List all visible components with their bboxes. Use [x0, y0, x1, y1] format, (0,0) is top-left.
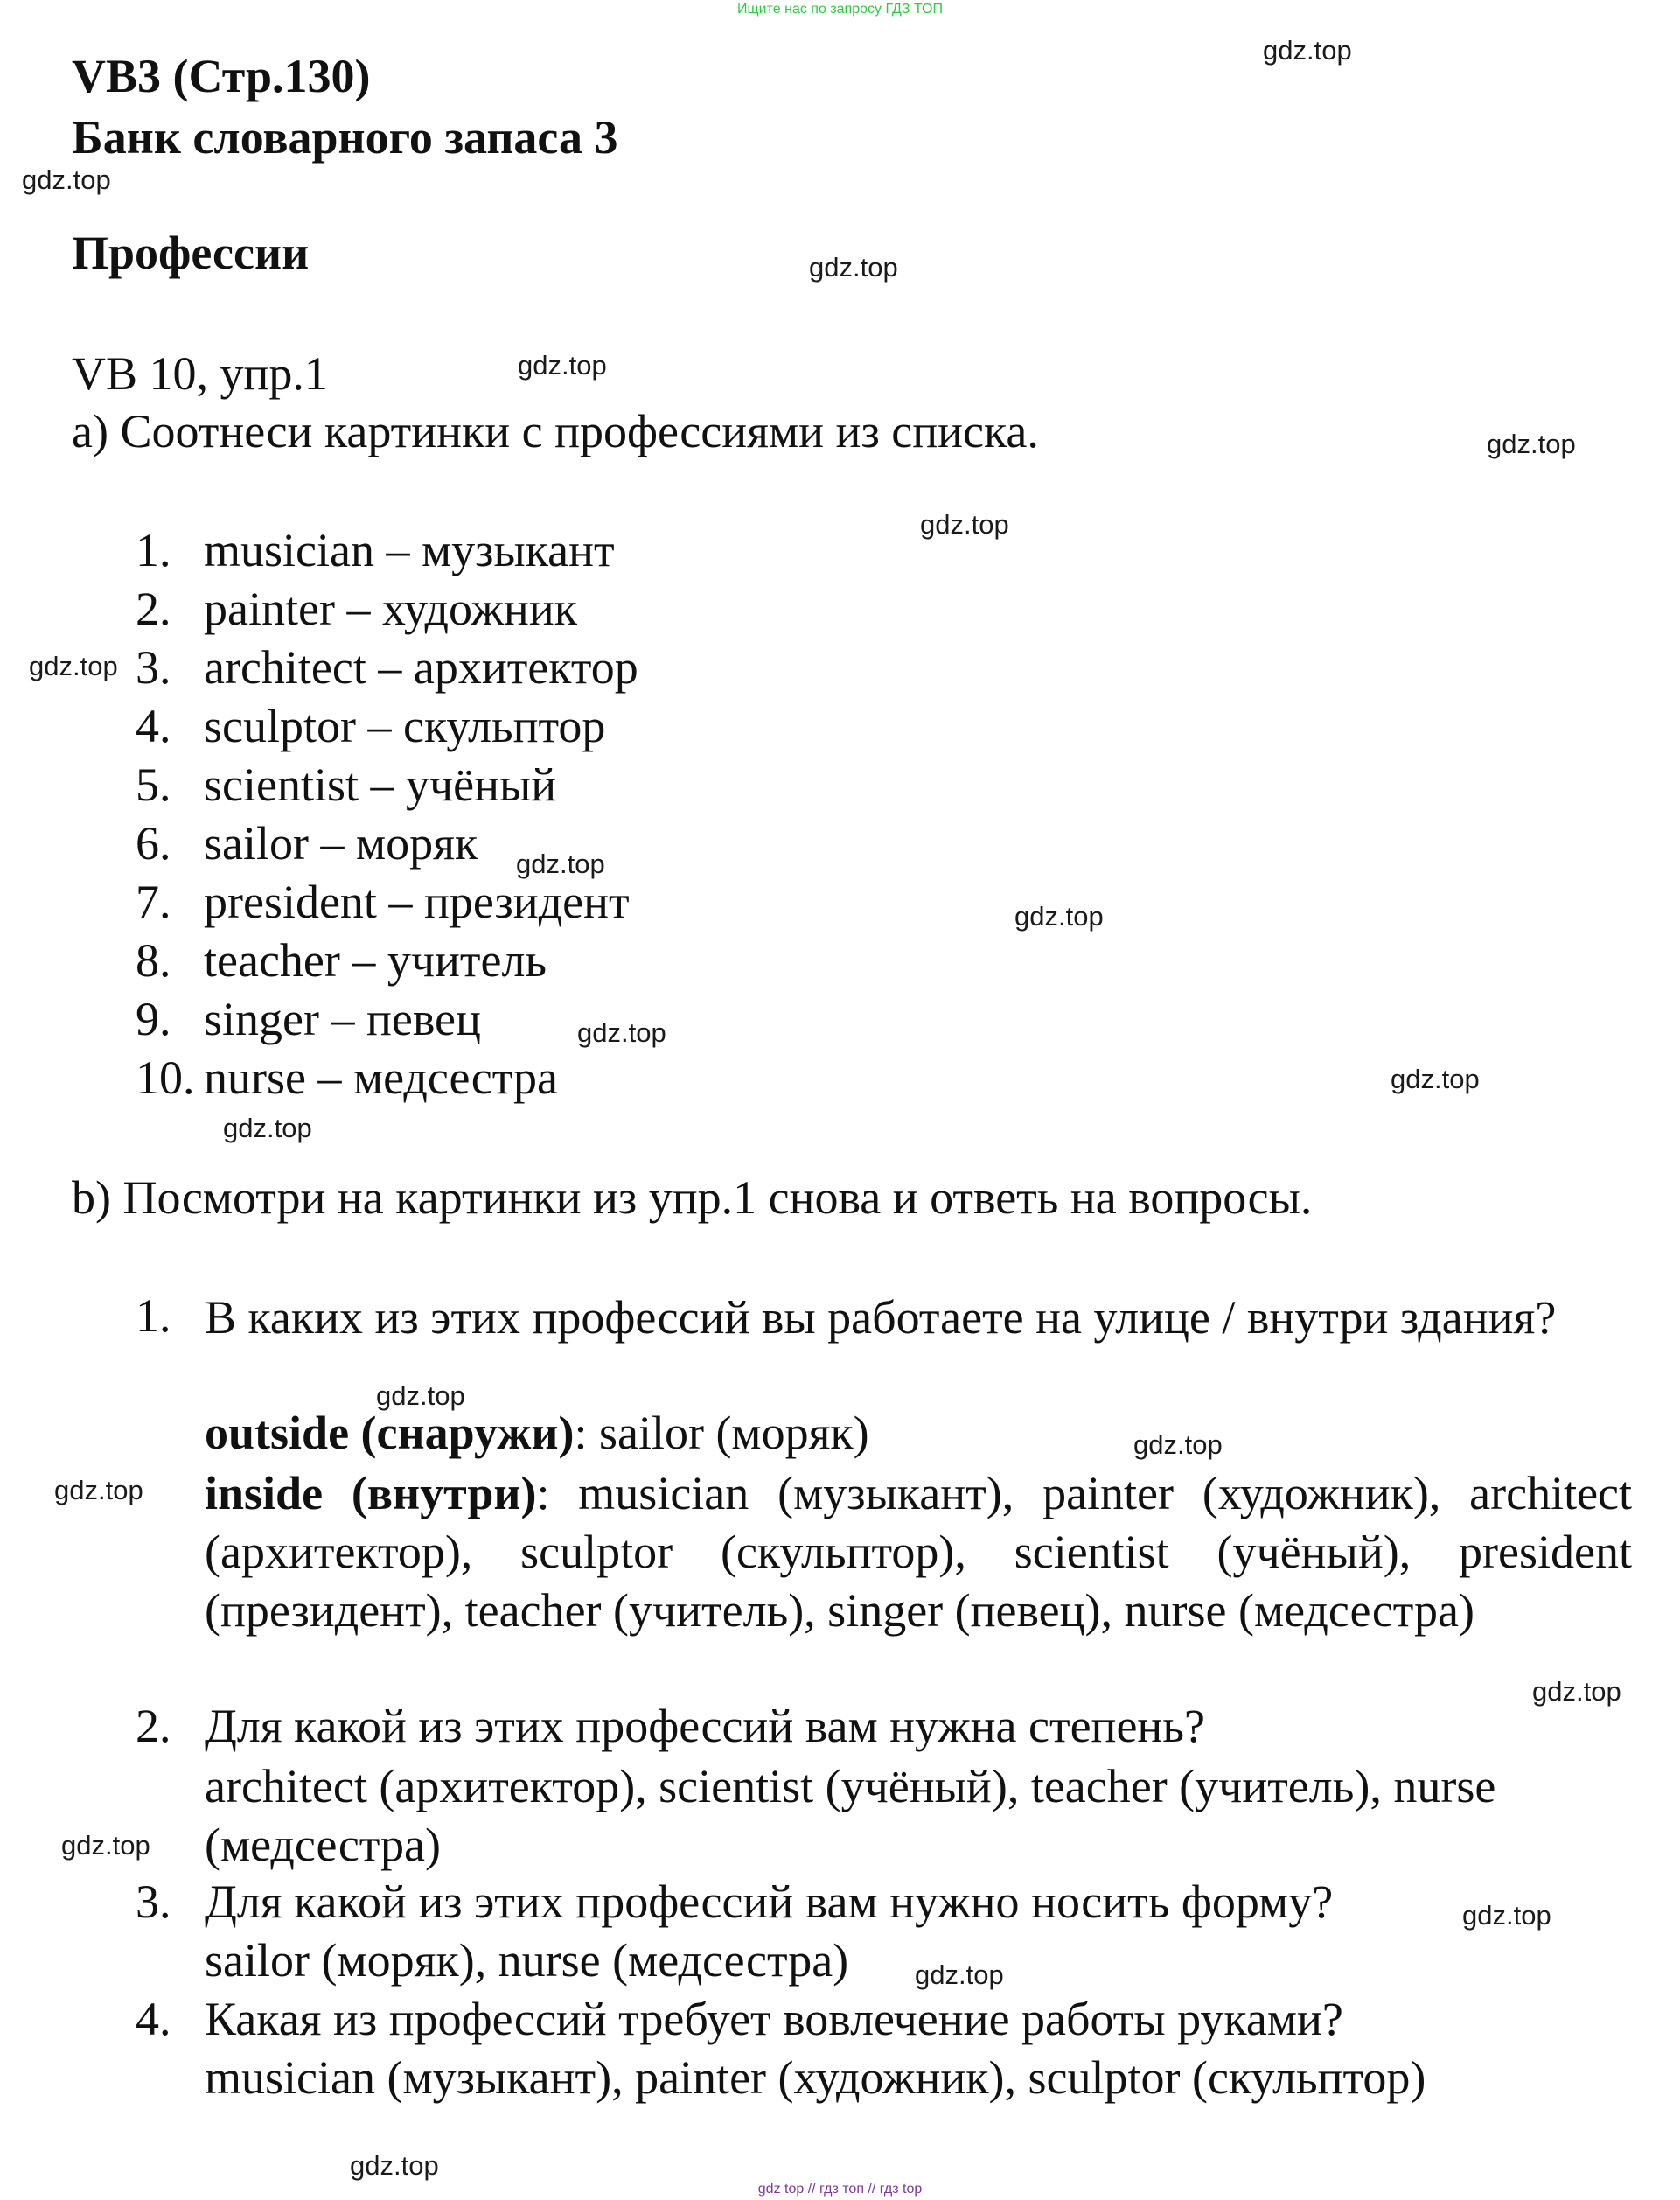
watermark: gdz.top — [22, 164, 111, 195]
watermark: gdz.top — [920, 509, 1009, 540]
question-number: 2. — [136, 1700, 171, 1752]
answer-text: sailor (моряк), nurse (медсестра) — [205, 1934, 849, 1987]
top-banner: Ищите нас по запросу ГДЗ ТОП — [737, 2, 943, 17]
watermark: gdz.top — [54, 1475, 143, 1505]
page-subtitle: Банк словарного запаса 3 — [72, 111, 618, 164]
watermark: gdz.top — [1487, 429, 1576, 459]
watermark: gdz.top — [61, 1830, 150, 1861]
question-number: 3. — [136, 1875, 171, 1928]
bottom-banner: gdz top // гдз топ // гдз top — [757, 2182, 923, 2197]
watermark: gdz.top — [577, 1017, 666, 1048]
answer-text: musician (музыкант), painter (художник), sculptor (скульптор) — [205, 2051, 1426, 2104]
list-item: 9. singer – певец — [136, 993, 481, 1045]
list-item: 7. president – президент — [136, 876, 630, 928]
list-item: 1. musician – музыкант — [136, 524, 615, 576]
question-number: 1. — [136, 1289, 171, 1342]
question-text: Какая из профессий требует вовлечение работы руками? — [205, 1993, 1343, 2045]
task-a: a) Соотнеси картинки с профессиями из списка. — [72, 405, 1039, 457]
question-text: В каких из этих профессий вы работаете на улице / внутри здания? — [205, 1291, 1557, 1344]
list-item: 6. sailor – моряк — [136, 817, 478, 870]
list-item: 10. nurse – медсестра — [136, 1051, 559, 1104]
question-number: 4. — [136, 1993, 171, 2045]
watermark: gdz.top — [1532, 1676, 1621, 1707]
watermark: gdz.top — [518, 350, 607, 381]
watermark: gdz.top — [915, 1959, 1004, 1990]
watermark: gdz.top — [376, 1380, 465, 1411]
list-item: 5. scientist – учёный — [136, 758, 557, 811]
watermark: gdz.top — [223, 1113, 312, 1143]
watermark: gdz.top — [29, 651, 118, 681]
answer-outside: outside (снаружи): sailor (моряк) — [205, 1407, 869, 1459]
watermark: gdz.top — [516, 849, 605, 879]
list-item: 2. painter – художник — [136, 583, 577, 635]
exercise-label: VB 10, упр.1 — [72, 347, 328, 400]
page-title: VB3 (Стр.130) — [72, 50, 371, 102]
answer-inside: inside (внутри): musician (музыкант), painter (художник), architect (архитектор), sculptor (скульптор), scientist (учёный), president (президент), teacher (учитель), singer (певец), nurse (медсестра) — [205, 1467, 1633, 1637]
list-item: 3. architect – архитектор — [136, 641, 638, 694]
watermark: gdz.top — [1391, 1064, 1480, 1094]
watermark: gdz.top — [1462, 1900, 1551, 1931]
watermark: gdz.top — [1014, 901, 1104, 932]
watermark: gdz.top — [350, 2150, 439, 2181]
question-text: Для какой из этих профессий вам нужна степень? — [205, 1700, 1205, 1752]
list-item: 4. sculptor – скульптор — [136, 700, 606, 752]
list-item: 8. teacher – учитель — [136, 934, 547, 987]
section-title: Профессии — [72, 227, 310, 279]
question-text: Для какой из этих профессий вам нужно носить форму? — [205, 1875, 1334, 1928]
watermark: gdz.top — [1133, 1429, 1223, 1460]
watermark: gdz.top — [809, 252, 898, 283]
answer-text: architect (архитектор), scientist (учёный), teacher (учитель), nurse (медсестра) — [205, 1760, 1496, 1871]
task-b: b) Посмотри на картинки из упр.1 снова и ответь на вопросы. — [72, 1171, 1313, 1224]
watermark: gdz.top — [1263, 35, 1352, 66]
